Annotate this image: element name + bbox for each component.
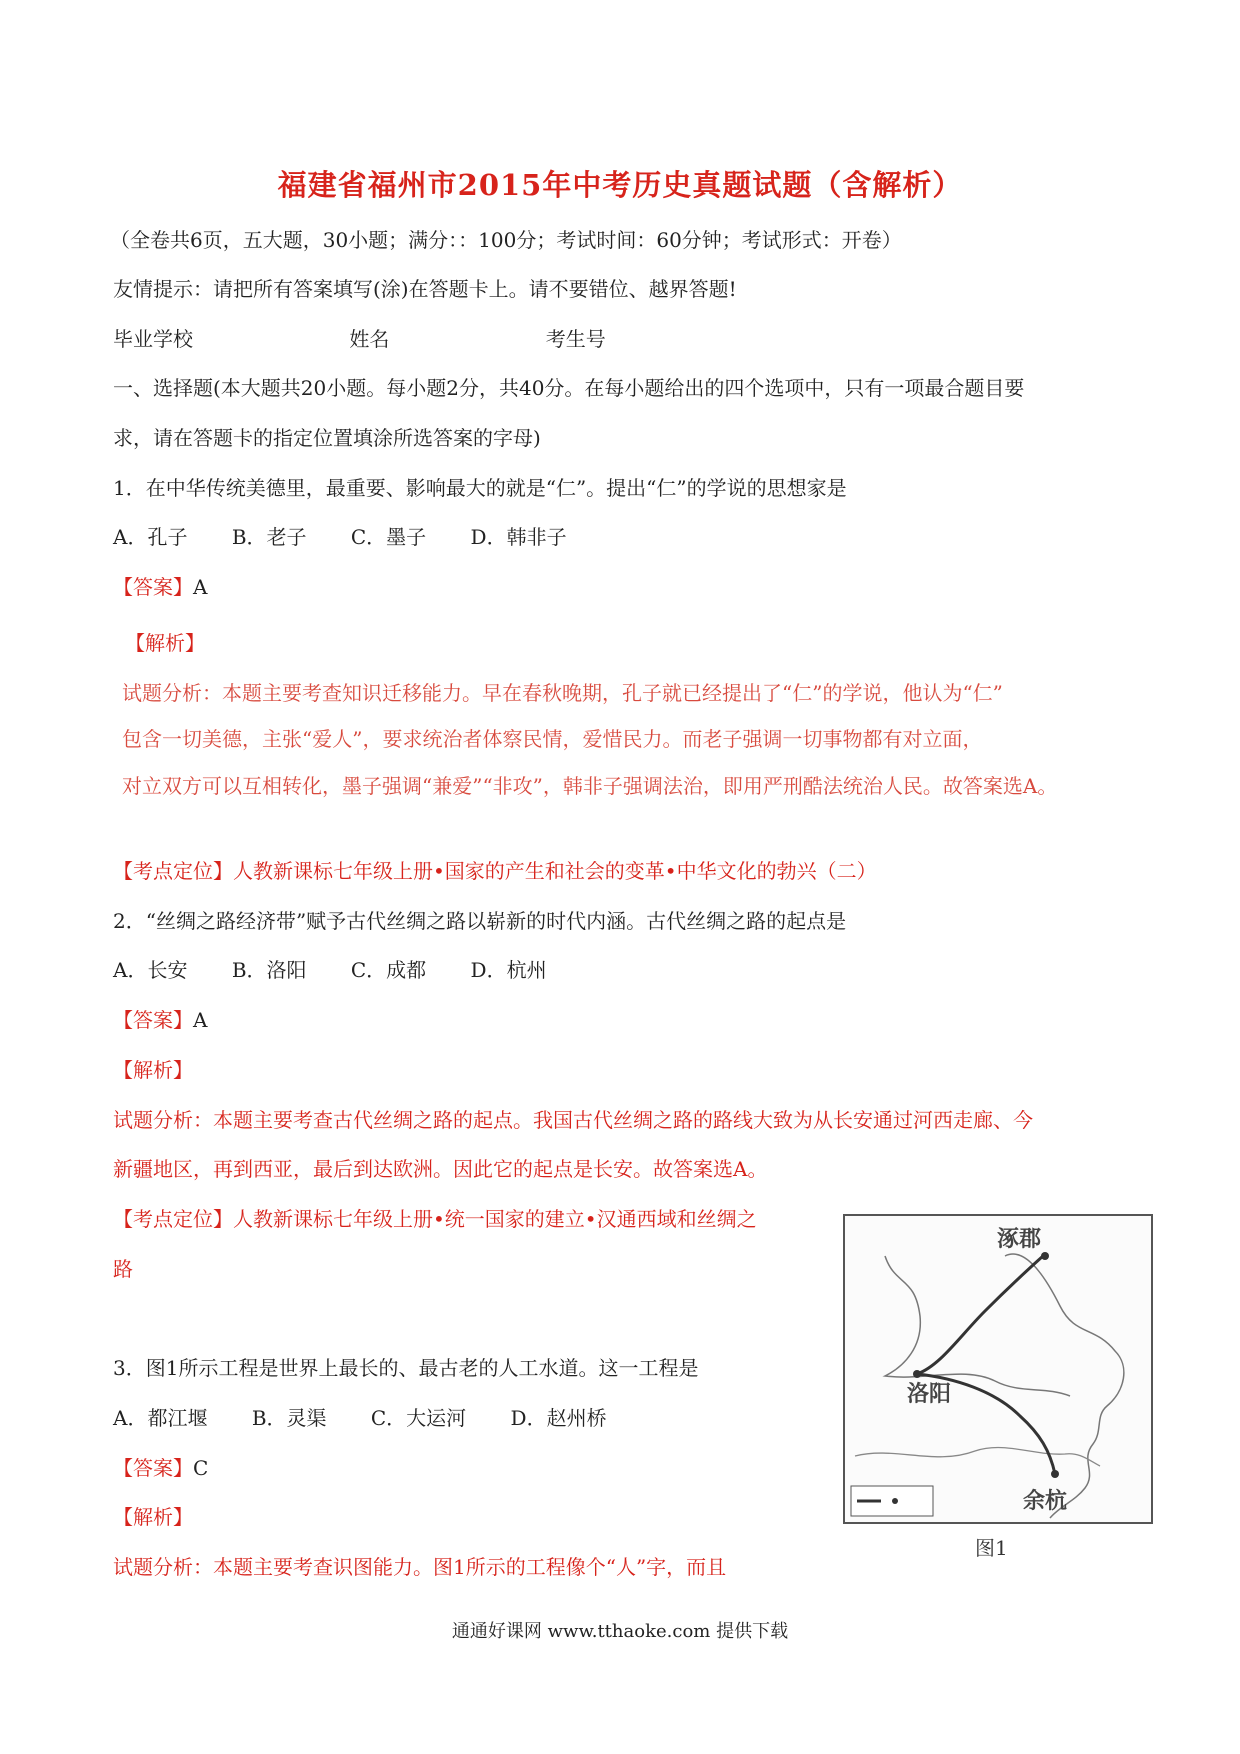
q2-point-line2: 路 — [113, 1257, 133, 1281]
grand-canal-map-figure — [843, 1214, 1153, 1524]
q1-option-c: C．墨子 — [350, 525, 427, 549]
q2-answer-value: A — [193, 1008, 208, 1032]
exam-number-field-label: 考生号 — [545, 327, 606, 351]
q1-answer — [113, 574, 207, 600]
zhuojun-label: 涿郡 — [997, 1227, 1042, 1252]
q1-point: 【考点定位】人教新课标七年级上册•国家的产生和社会的变革•中华文化的勃兴（二） — [113, 859, 877, 883]
q3-answer — [113, 1455, 208, 1481]
coastline — [1005, 1254, 1124, 1518]
q1-option-b: B．老子 — [231, 525, 307, 549]
q1-analysis-tag: 【解析】 — [125, 631, 205, 655]
q2-point-line1: 【考点定位】人教新课标七年级上册•统一国家的建立•汉通西域和丝绸之 — [113, 1207, 757, 1231]
q1-analysis-line1: 试题分析：本题主要考查知识迁移能力。早在春秋晚期，孔子就已经提出了“仁”的学说，他认为“仁” — [122, 681, 1003, 705]
yongji-canal — [917, 1256, 1043, 1374]
q3-options — [113, 1405, 645, 1431]
q2-option-a: A．长安 — [113, 958, 188, 982]
yuhang-label: 余杭 — [1023, 1489, 1068, 1514]
student-fields — [113, 326, 606, 352]
q3-option-a: A．都江堰 — [113, 1406, 208, 1430]
yangtze-river — [855, 1448, 1100, 1466]
q2-option-c: C．成都 — [350, 958, 427, 982]
q2-options — [113, 957, 585, 983]
q3-option-b: B．灵渠 — [251, 1406, 327, 1430]
section1-intro-line2: 求，请在答题卡的指定位置填涂所选答案的字母) — [113, 426, 541, 450]
q1-answer-value: A — [193, 575, 208, 599]
q2-analysis-tag: 【解析】 — [113, 1058, 193, 1082]
q2-option-b: B．洛阳 — [231, 958, 307, 982]
name-field-label: 姓名 — [349, 327, 390, 351]
q2-answer — [113, 1007, 207, 1033]
grand-canal-map-graphic — [845, 1216, 1151, 1522]
q3-option-c: C．大运河 — [370, 1406, 467, 1430]
q1-answer-tag: 【答案】 — [113, 575, 193, 599]
q1-option-a: A．孔子 — [113, 525, 188, 549]
q1-options — [113, 524, 605, 550]
yellow-river — [885, 1256, 1070, 1396]
q2-analysis-line1: 试题分析：本题主要考查古代丝绸之路的起点。我国古代丝绸之路的路线大致为从长安通过河西走廊、今 — [113, 1108, 1033, 1132]
q2-stem: 2．“丝绸之路经济带”赋予古代丝绸之路以崭新的时代内涵。古代丝绸之路的起点是 — [113, 909, 847, 933]
q1-option-d: D．韩非子 — [470, 525, 567, 549]
luoyang-label: 洛阳 — [907, 1382, 952, 1407]
q3-stem: 3．图1所示工程是世界上最长的、最古老的人工水道。这一工程是 — [113, 1356, 699, 1380]
school-field-label: 毕业学校 — [113, 327, 193, 351]
q2-analysis-line2: 新疆地区，再到西亚，最后到达欧洲。因此它的起点是长安。故答案选A。 — [113, 1157, 768, 1181]
friendly-tip: 友情提示：请把所有答案填写(涂)在答题卡上。请不要错位、越界答题! — [113, 277, 737, 301]
q3-analysis-tag: 【解析】 — [113, 1505, 193, 1529]
q2-answer-tag: 【答案】 — [113, 1008, 193, 1032]
luoyang-dot — [913, 1370, 921, 1378]
q1-analysis-line2: 包含一切美德，主张“爱人”，要求统治者体察民情，爱惜民力。而老子强调一切事物都有对立面， — [122, 727, 983, 751]
figure-caption: 图1 — [975, 1536, 1008, 1560]
q1-analysis-line3: 对立双方可以互相转化，墨子强调“兼爱”“非攻”，韩非子强调法治，即用严刑酷法统治人民。故答案选A。 — [122, 774, 1058, 798]
q3-option-d: D．赵州桥 — [510, 1406, 607, 1430]
exam-info: （全卷共6页，五大题，30小题；满分：：100分；考试时间：60分钟；考试形式：开卷） — [110, 228, 902, 252]
legend-city-dot — [892, 1498, 898, 1504]
q3-answer-tag: 【答案】 — [113, 1456, 193, 1480]
q3-analysis-line1: 试题分析：本题主要考查识图能力。图1所示的工程像个“人”字，而且 — [113, 1555, 727, 1579]
document-title: 福建省福州市2015年中考历史真题试题（含解析） — [277, 168, 963, 202]
zhuojun-dot — [1041, 1252, 1049, 1260]
q1-stem: 1．在中华传统美德里，最重要、影响最大的就是“仁”。提出“仁”的学说的思想家是 — [113, 476, 847, 500]
q2-option-d: D．杭州 — [470, 958, 547, 982]
yuhang-dot — [1051, 1470, 1059, 1478]
section1-intro-line1: 一、选择题(本大题共20小题。每小题2分，共40分。在每小题给出的四个选项中，只有一项最合题目要 — [113, 376, 1025, 400]
page-footer: 通通好课网 www.tthaoke.com 提供下载 — [451, 1621, 789, 1642]
q3-answer-value: C — [193, 1456, 209, 1480]
